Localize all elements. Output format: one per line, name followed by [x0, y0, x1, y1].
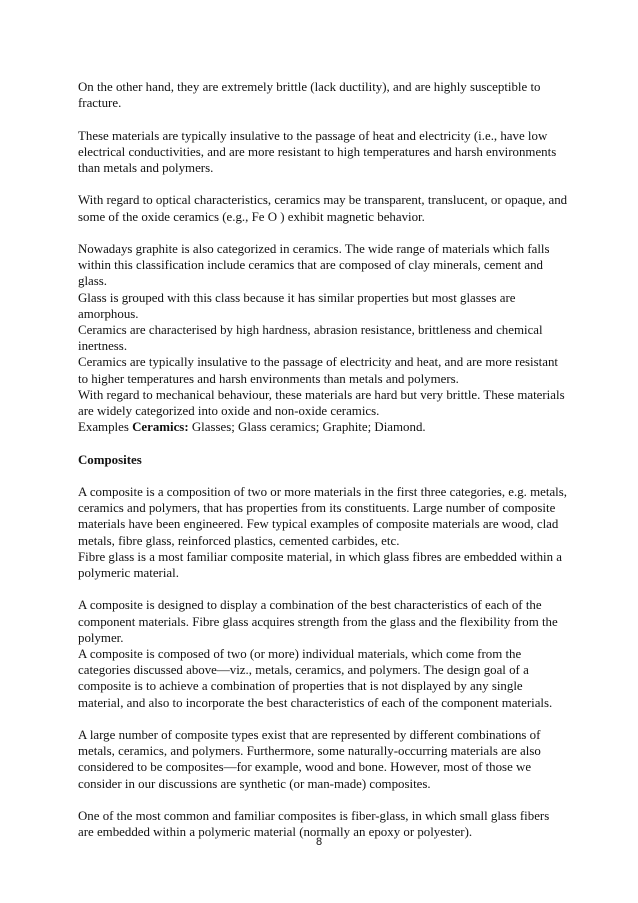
paragraph-temperature: Ceramics are typically insulative to the passage of electricity and heat, and are more resistant to higher temperatures and harsh environments than metals and polymers. [78, 355, 558, 386]
paragraph-composite-definition: A composite is a composition of two or more materials in the first three categories, e.g. metals, ceramics and polymers, that has properties from its constituents. Large number of composite materials have been engineered. Few typical examples of composite materials are wood, clad metals, fibre glass, reinforced plastics, cemented carbides, etc. [78, 485, 568, 548]
paragraph-graphite: Nowadays graphite is also categorized in ceramics. The wide range of materials which falls within this classification include ceramics that are composed of clay minerals, cement and glass. [78, 241, 550, 289]
paragraph-brittleness: On the other hand, they are extremely brittle (lack ductility), and are highly susceptible to fracture. [78, 80, 541, 111]
paragraph-composite-composition: A composite is composed of two (or more) individual materials, which come from the categories discussed above—viz., metals, ceramics, and polymers. The design goal of a composite is to achieve a combination of properties that is not displayed by any single material, and also to incorporate the best characteristics of each of the component materials. [78, 647, 553, 710]
paragraph-fiber-glass: One of the most common and familiar composites is fiber-glass, in which small glass fibers are embedded within a polymeric material (normally an epoxy or polyester). [78, 809, 550, 840]
paragraph-hardness: Ceramics are characterised by high hardness, abrasion resistance, brittleness and chemical inertness. [78, 323, 543, 354]
paragraph-mechanical: With regard to mechanical behaviour, these materials are hard but very brittle. These materials are widely categorized into oxide and non-oxide ceramics. [78, 387, 565, 419]
examples-prefix: Examples [78, 420, 133, 435]
paragraph-optical: With regard to optical characteristics, ceramics may be transparent, translucent, or opaque, and some of the oxide ceramics (e.g., Fe O ) exhibit magnetic behavior. [78, 193, 568, 224]
composites-design-block [78, 597, 568, 710]
paragraph-glass: Glass is grouped with this class because it has similar properties but most glasses are amorphous. [78, 290, 516, 321]
examples-label: Ceramics: [132, 420, 189, 435]
examples-list: Glasses; Glass ceramics; Graphite; Diamond. [188, 420, 426, 435]
page-number: 8 [315, 836, 323, 848]
paragraph-composite-design: A composite is designed to display a combination of the best characteristics of each of the component materials. Fibre glass acquires strength from the glass and the flexibility from the polymer. [78, 598, 558, 645]
paragraph-insulative: These materials are typically insulative to the passage of heat and electricity (i.e., have low electrical conductivities, and are more resistant to high temperatures and harsh environments than metals and polymers. [78, 128, 557, 175]
paragraph-fibre-glass: Fibre glass is a most familiar composite material, in which glass fibres are embedded within a polymeric material. [78, 549, 562, 581]
composites-intro-block [78, 484, 568, 581]
section-heading-composites: Composites [78, 452, 142, 467]
examples-line [78, 419, 568, 435]
ceramics-block [78, 241, 568, 435]
paragraph-composite-types: A large number of composite types exist that are represented by different combinations of metals, ceramics, and polymers. Furthermore, some naturally-occurring materials are also considered to be composites—for example, wood and bone. However, most of those we consider in our discussions are synthetic (or man-made) composites. [78, 728, 541, 791]
document-page [78, 79, 568, 840]
